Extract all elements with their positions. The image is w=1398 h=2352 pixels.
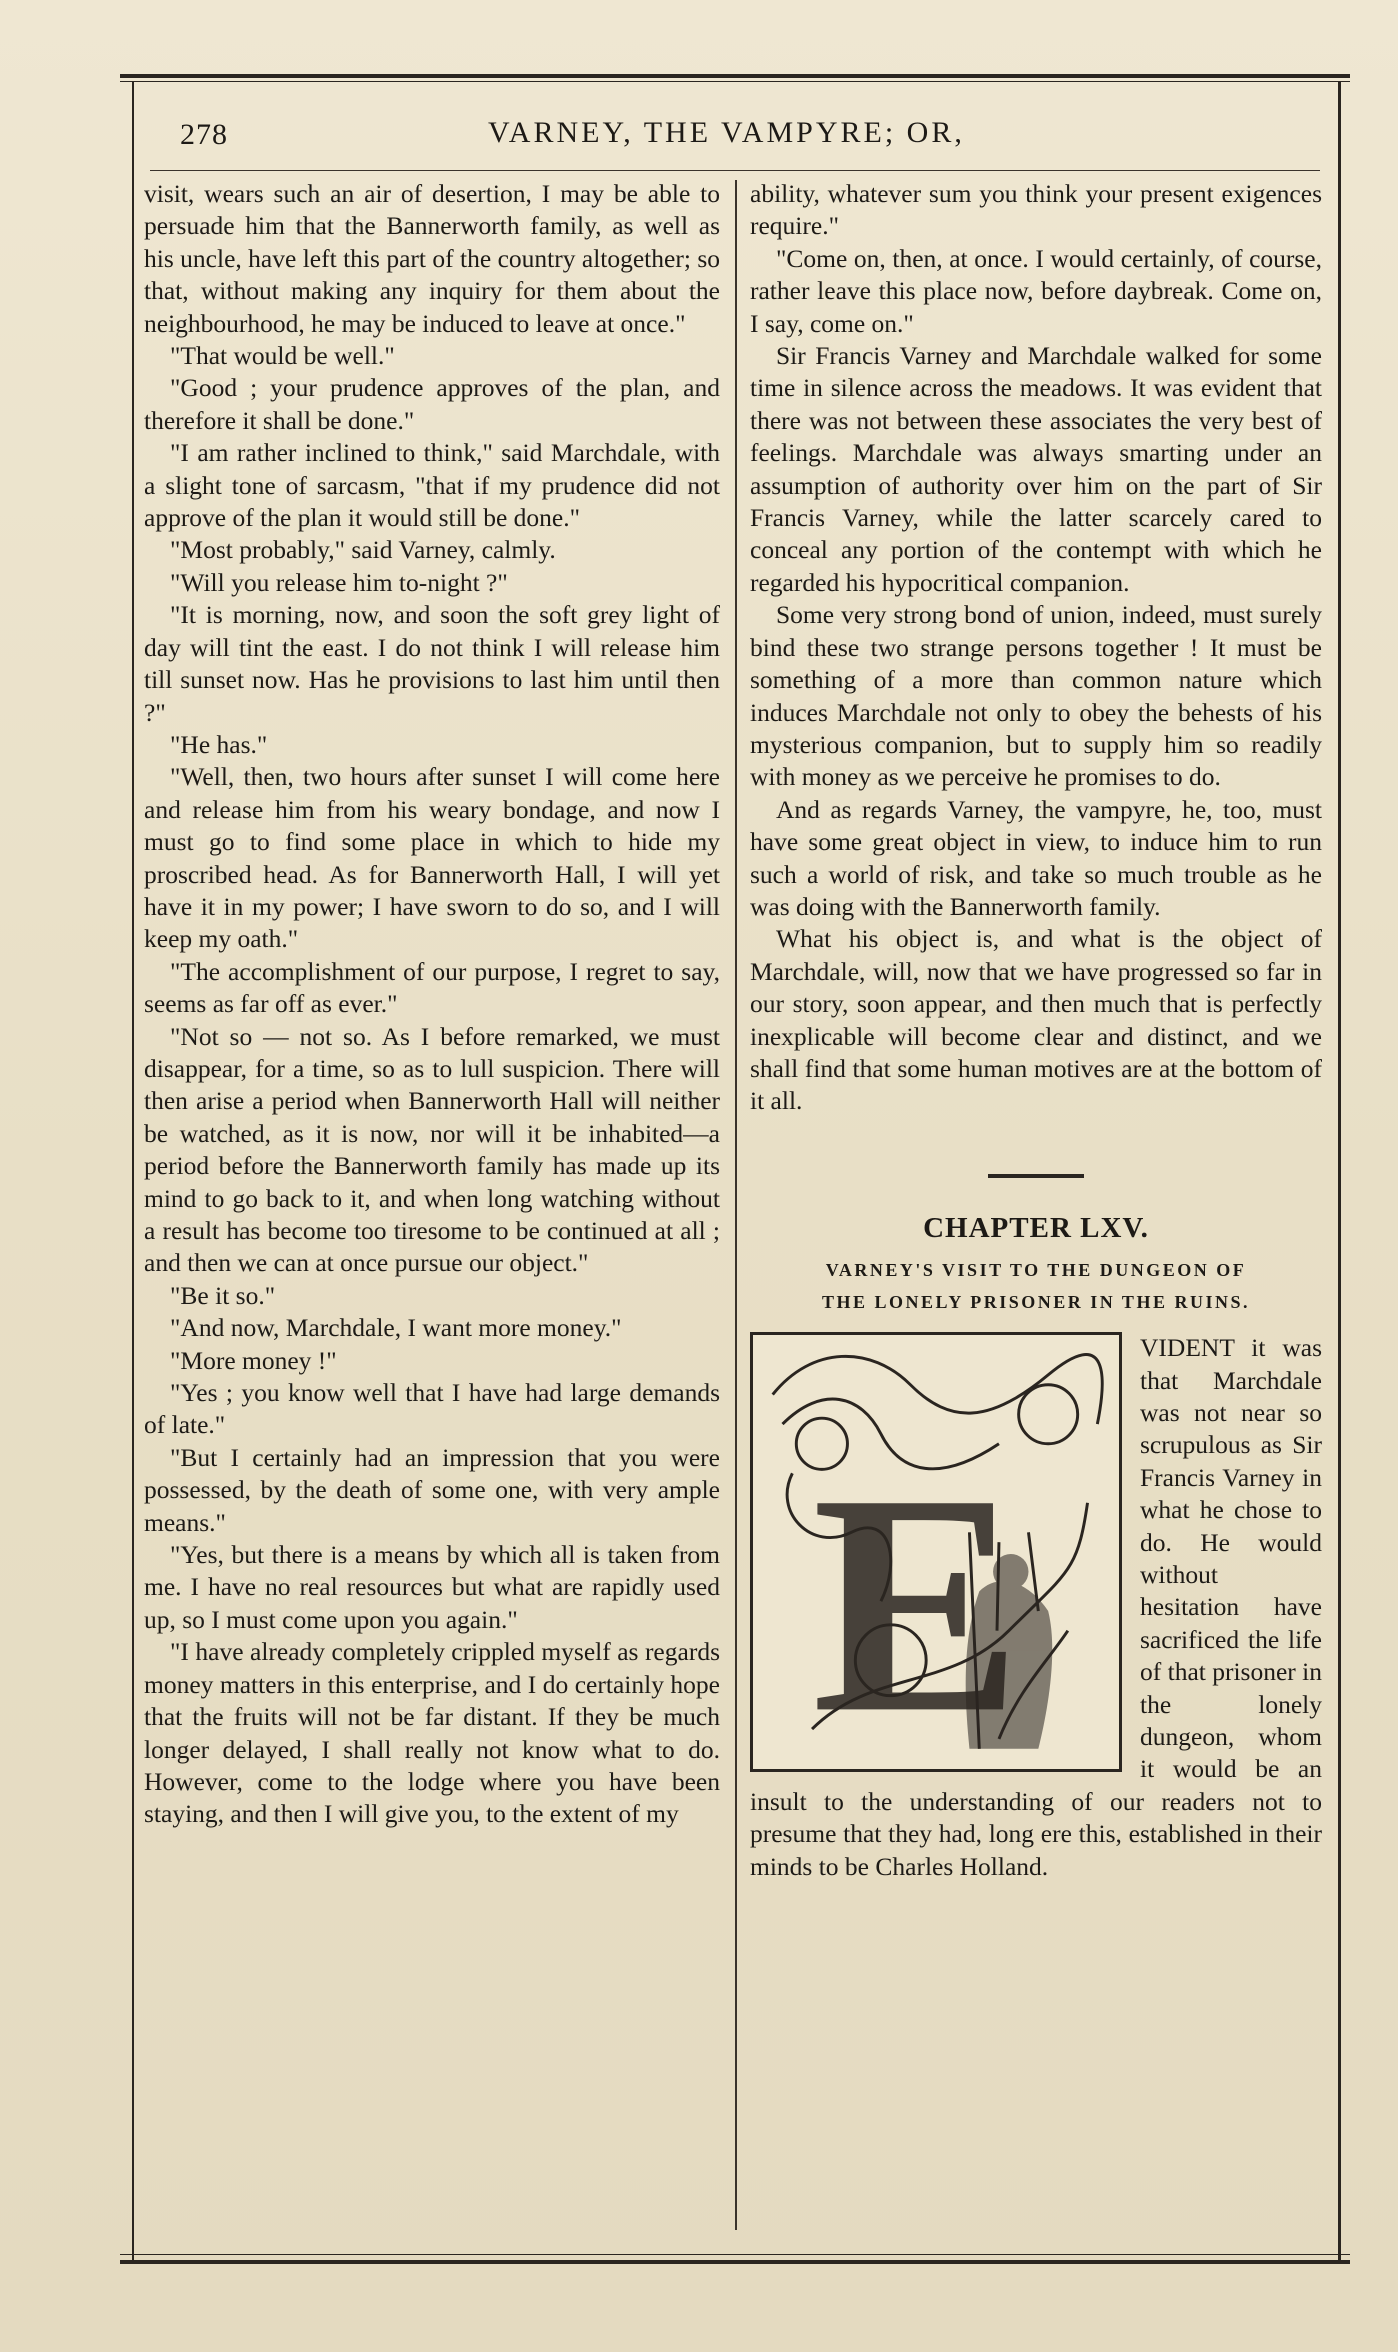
paragraph: "I am rather inclined to think," said Marchdale, with a slight tone of sarcasm, "that if my prudence did not approve of the plan it would still be done." xyxy=(144,438,720,533)
paragraph: "Not so — not so. As I before remarked, we must disappear, for a time, so as to lull suspicion. There will then arise a period when Bannerworth Hall will neither be watched, as it is now, nor will it be inhabited—a period before the Bannerworth family has made up its mind to go back to it, and when long watching without a result has become too tiresome to be continued at all ; and then we can at once pursue our object." xyxy=(144,1021,720,1278)
left-column xyxy=(144,178,720,1831)
paragraph: "Well, then, two hours after sunset I will come here and release him from his weary bondage, and now I must go to find some place in which to hide my proscribed head. As for Bannerworth Hall, I will yet have it in my power; I have sworn to do so, and I will keep my oath." xyxy=(144,762,720,954)
paragraph: "Yes, but there is a means by which all is taken from me. I have no real resources but what are rapidly used up, so I must come upon you again." xyxy=(144,1540,720,1634)
paragraph: "The accomplishment of our purpose, I regret to say, seems as far off as ever." xyxy=(144,956,720,1019)
paragraph: "But I certainly had an impression that you were possessed, by the death of some one, with very ample means." xyxy=(144,1442,720,1537)
paragraph: "Come on, then, at once. I would certainly, of course, rather leave this place now, before daybreak. Come on, I say, come on." xyxy=(750,243,1322,338)
chapter-subtitle-line: THE LONELY PRISONER IN THE RUINS. xyxy=(822,1292,1250,1313)
left-border xyxy=(132,82,134,2262)
paragraph: "He has." xyxy=(170,729,268,759)
paragraph: "Most probably," said Varney, calmly. xyxy=(170,535,556,565)
chapter-subtitle xyxy=(750,1254,1322,1318)
drop-cap-letter: E xyxy=(812,1429,1023,1770)
paragraph: "I have already completely crippled myself as regards money matters in this enterprise, and I do certainly hope that the fruits will not be far distant. If they be much longer delayed, I shall really not know what to do. However, come to the lodge where you have been staying, and then I will give you, to the extent of my xyxy=(144,1637,720,1829)
chapter-title: CHAPTER LXV. xyxy=(923,1211,1149,1244)
paragraph: Sir Francis Varney and Marchdale walked for some time in silence across the meadows. It was evident that there was not between these associates the very best of feelings. Marchdale was always smarting under an assumption of authority over him on the part of Sir Francis Varney, while the latter scarcely cared to conceal any portion of the contempt with which he regarded his hypocritical companion. xyxy=(750,341,1322,597)
header-rule xyxy=(150,170,1320,171)
paragraph: And as regards Varney, the vampyre, he, too, must have some great object in view, to induce him to run such a world of risk, and take so much trouble as he was doing with the Bannerworth family. xyxy=(750,794,1322,921)
chapter-divider xyxy=(988,1174,1084,1178)
paragraph: "That would be well." xyxy=(170,341,395,371)
paragraph: "More money !" xyxy=(170,1345,337,1375)
top-rule xyxy=(120,74,1350,78)
paragraph: Some very strong bond of union, indeed, must surely bind these two strange persons together ! It must be something of a more than common nature which induces Marchdale not only to obey the behests of his mysterious companion, but to supply him so readily with money as we perceive he promises to do. xyxy=(750,600,1322,792)
paragraph: "It is morning, now, and soon the soft grey light of day will tint the east. I do not think I will release him till sunset now. Has he provisions to last him until then ?" xyxy=(144,600,720,727)
decorated-initial-illustration xyxy=(750,1332,1122,1772)
chapter-opening-paragraph: VIDENT it was that Marchdale was not near so scrupulous as Sir Francis Varney in what he chose to do. He would without hesitation have sacrificed the life of that prisoner in the lonely dungeon, whom it would be an insult to the understanding of our readers not to presume that they had, long ere this, established in their minds to be Charles Holland. xyxy=(750,1333,1322,1881)
bottom-rule xyxy=(120,2260,1350,2264)
chapter-subtitle-line: VARNEY'S VISIT TO THE DUNGEON OF xyxy=(825,1260,1247,1281)
paragraph: "Yes ; you know well that I have had large demands of late." xyxy=(144,1378,720,1440)
paragraph: ability, whatever sum you think your present exigences require." xyxy=(750,179,1322,241)
paragraph: "Be it so." xyxy=(170,1280,276,1310)
ornament-illustration xyxy=(753,1335,1119,1769)
paragraph: "Will you release him to-night ?" xyxy=(170,567,508,597)
running-title: VARNEY, THE VAMPYRE; OR, xyxy=(488,116,965,149)
page-number: 278 xyxy=(180,118,228,151)
paragraph: "And now, Marchdale, I want more money." xyxy=(170,1313,622,1343)
paragraph: "Good ; your prudence approves of the plan, and therefore it shall be done." xyxy=(144,373,720,435)
right-column xyxy=(750,178,1322,1883)
bottom-rule-thin xyxy=(120,2254,1350,2255)
top-rule-thin xyxy=(120,81,1350,82)
column-divider xyxy=(735,180,737,2230)
paragraph: What his object is, and what is the object of Marchdale, will, now that we have progressed so far in our story, soon appear, and then much that is perfectly inexplicable will become clear and distinct, and we shall find that some human motives are at the bottom of it all. xyxy=(750,924,1322,1116)
paragraph: visit, wears such an air of desertion, I may be able to persuade him that the Bannerworth family, as well as his uncle, have left this part of the country altogether; so that, without making any inquiry for them about the neighbourhood, he may be induced to leave at once." xyxy=(144,179,720,338)
right-border xyxy=(1338,82,1341,2262)
